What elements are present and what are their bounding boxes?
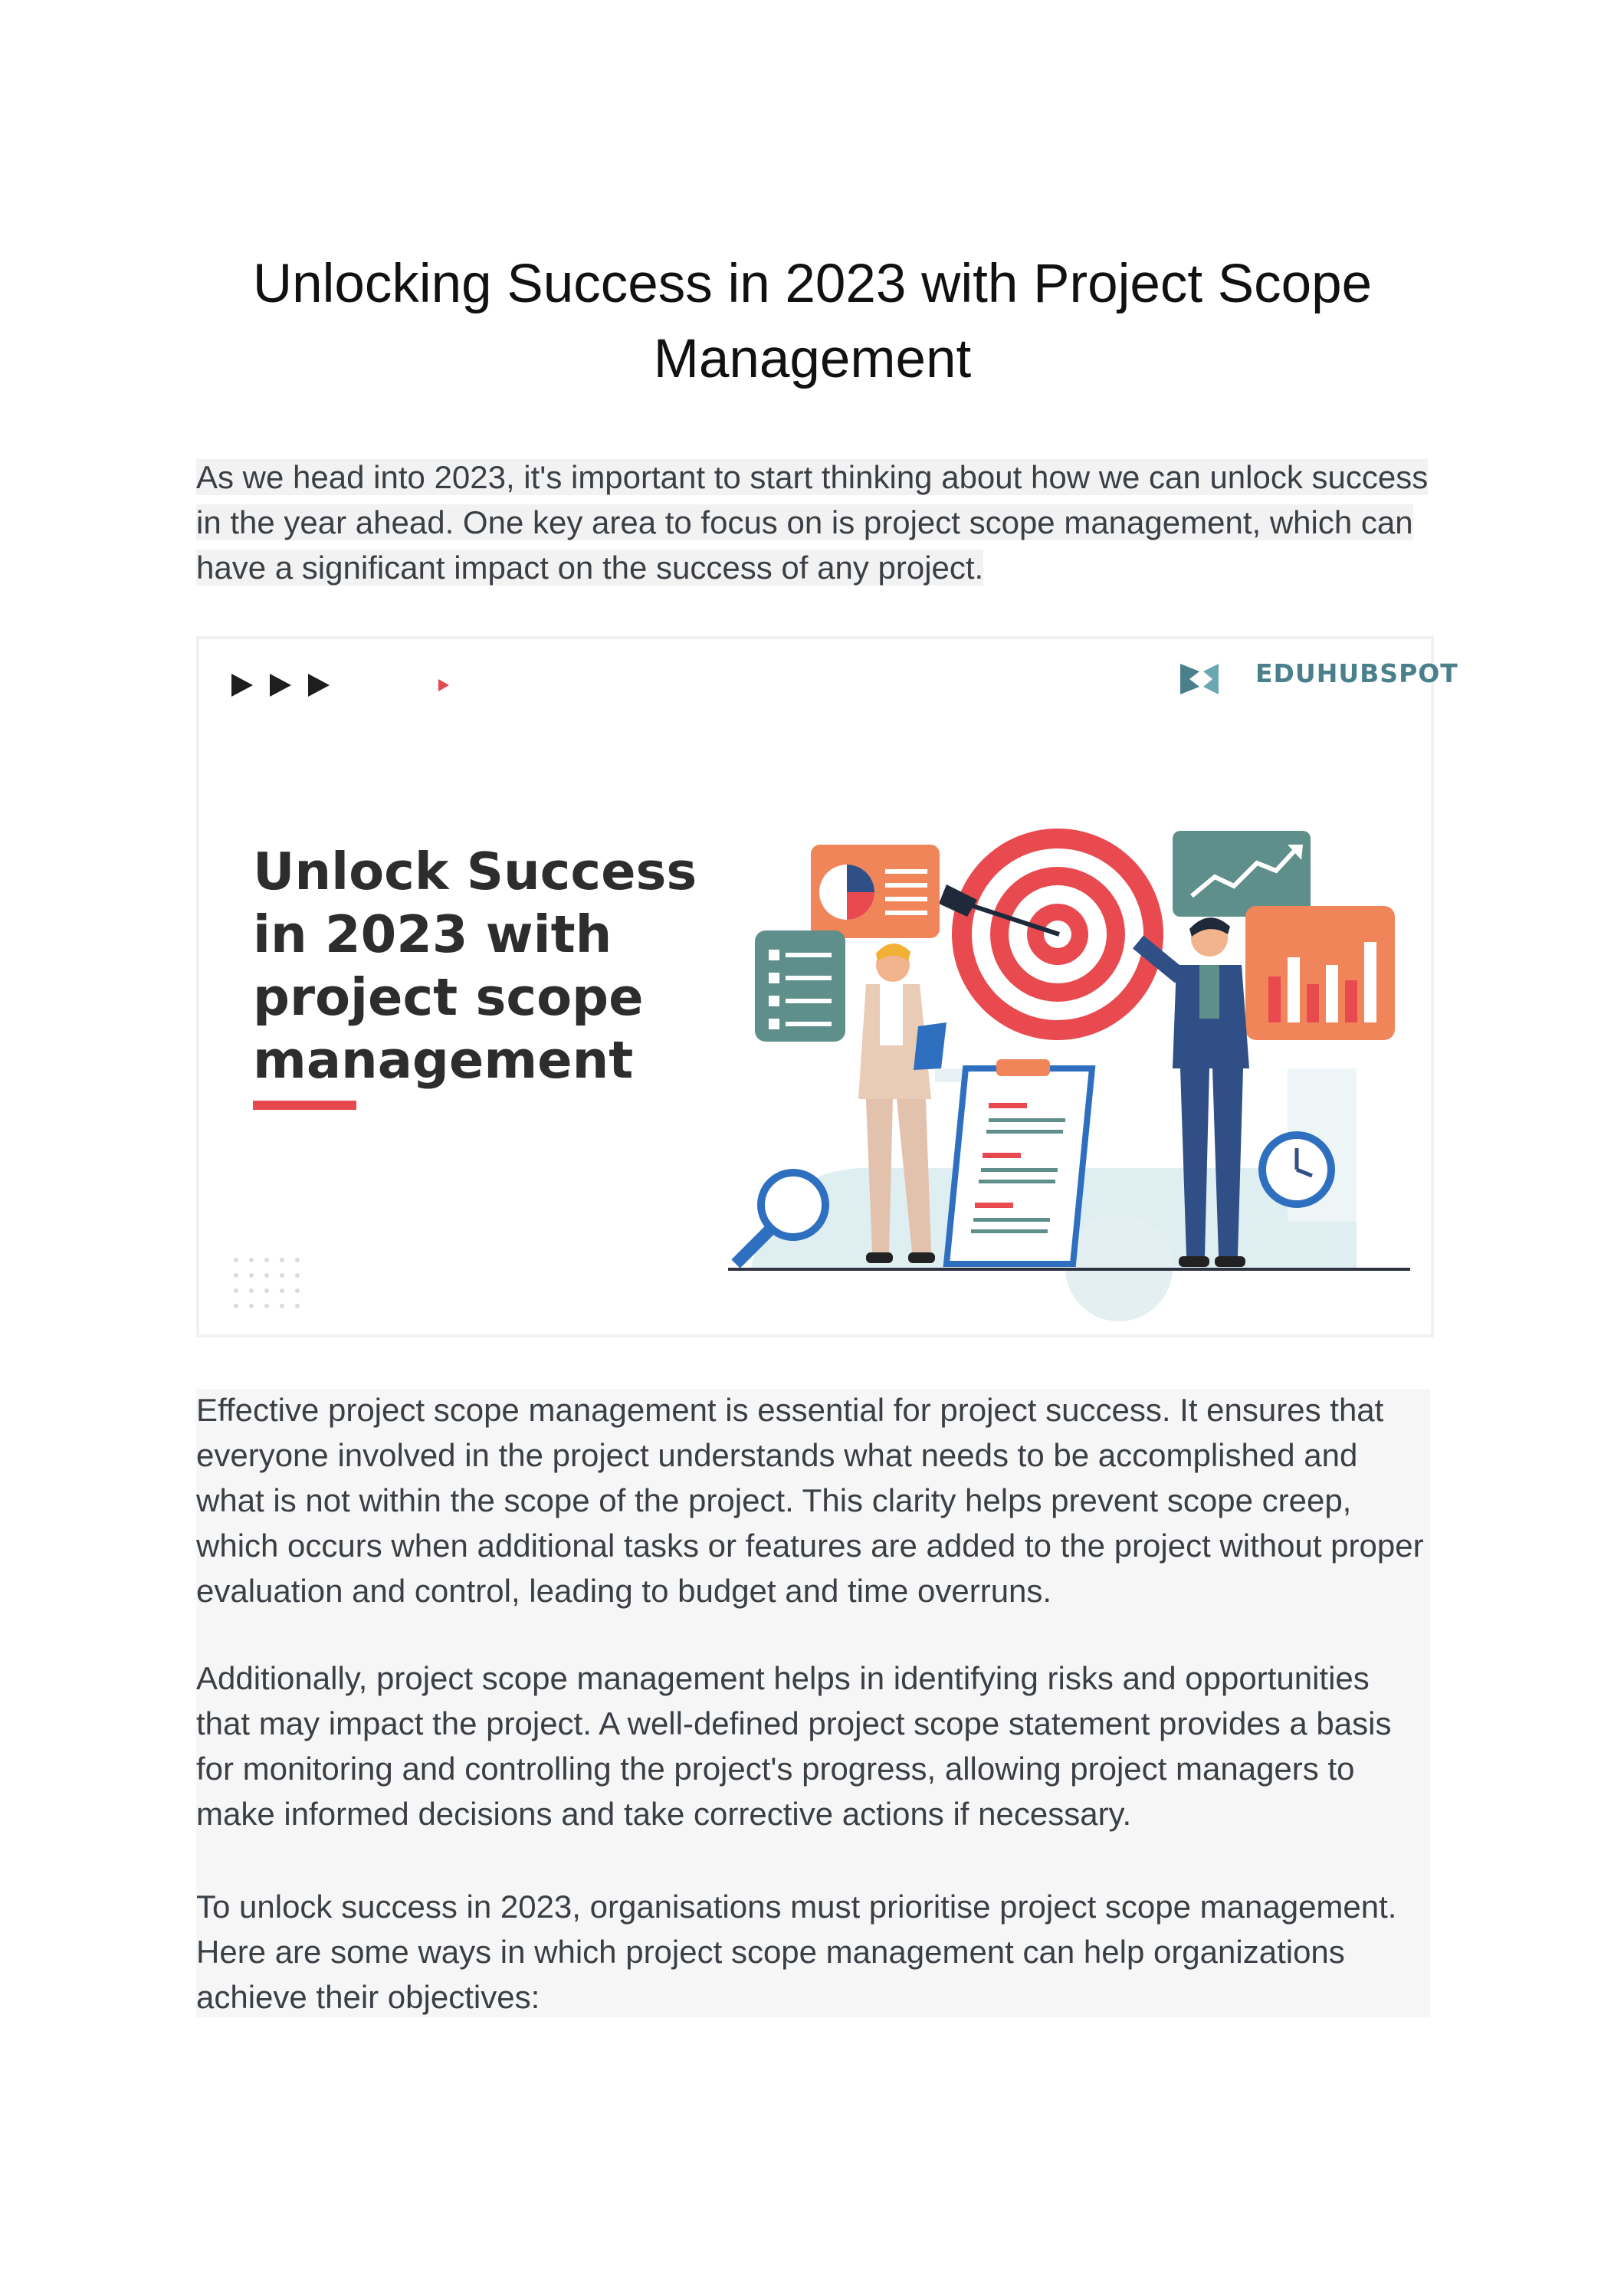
trend-chart-card-icon	[1173, 831, 1311, 917]
banner-heading-line: Unlock Success	[253, 842, 697, 901]
banner-heading	[253, 840, 713, 1091]
bar-chart-card-icon	[1245, 906, 1395, 1040]
target-icon	[939, 829, 1163, 1040]
page-title: Unlocking Success in 2023 with Project Scope Management	[252, 254, 1373, 389]
body-paragraph: Effective project scope management is essential for project success. It ensures that everyone involved in the project understands what needs to be accomplished and what is not within the scope of the project. This clarity helps prevent scope creep, which occurs when additional tasks or features are added to the project without proper evaluation and control, leading to budget and time overruns.	[196, 1392, 1424, 1609]
pie-chart-card-icon	[811, 845, 940, 938]
brand-name: EDUHUBSPOT	[1255, 658, 1458, 688]
heading-underline	[253, 1101, 356, 1110]
body-paragraph: Additionally, project scope management helps in identifying risks and opportunities that may impact the project. A well-defined project scope statement provides a basis for monitoring and controlling the project's progress, allowing project managers to make informed decisions and take corrective actions if necessary.	[196, 1660, 1392, 1832]
banner-heading-line: management	[253, 1030, 634, 1090]
clipboard-icon	[947, 1059, 1092, 1264]
dot-pattern	[234, 1258, 300, 1308]
checklist-card-icon	[755, 930, 845, 1042]
clock-icon	[1262, 1135, 1331, 1204]
banner-heading-line: in 2023 with	[253, 904, 612, 964]
intro-paragraph-text: As we head into 2023, it's important to start thinking about how we can unlock success in the year ahead. One key area to focus on is project scope management, which can have a significant impact on the success of any project.	[196, 459, 1429, 586]
play-arrows-icon	[231, 674, 449, 697]
brand-logo-icon	[1180, 664, 1219, 694]
body-paragraph: To unlock success in 2023, organisations must prioritise project scope management. Here are some ways in which project scope management can help organizations achieve their objectives:	[196, 1889, 1397, 2015]
banner-image	[196, 636, 1458, 1337]
banner-heading-line: project scope	[253, 967, 644, 1027]
intro-paragraph	[196, 455, 1430, 590]
